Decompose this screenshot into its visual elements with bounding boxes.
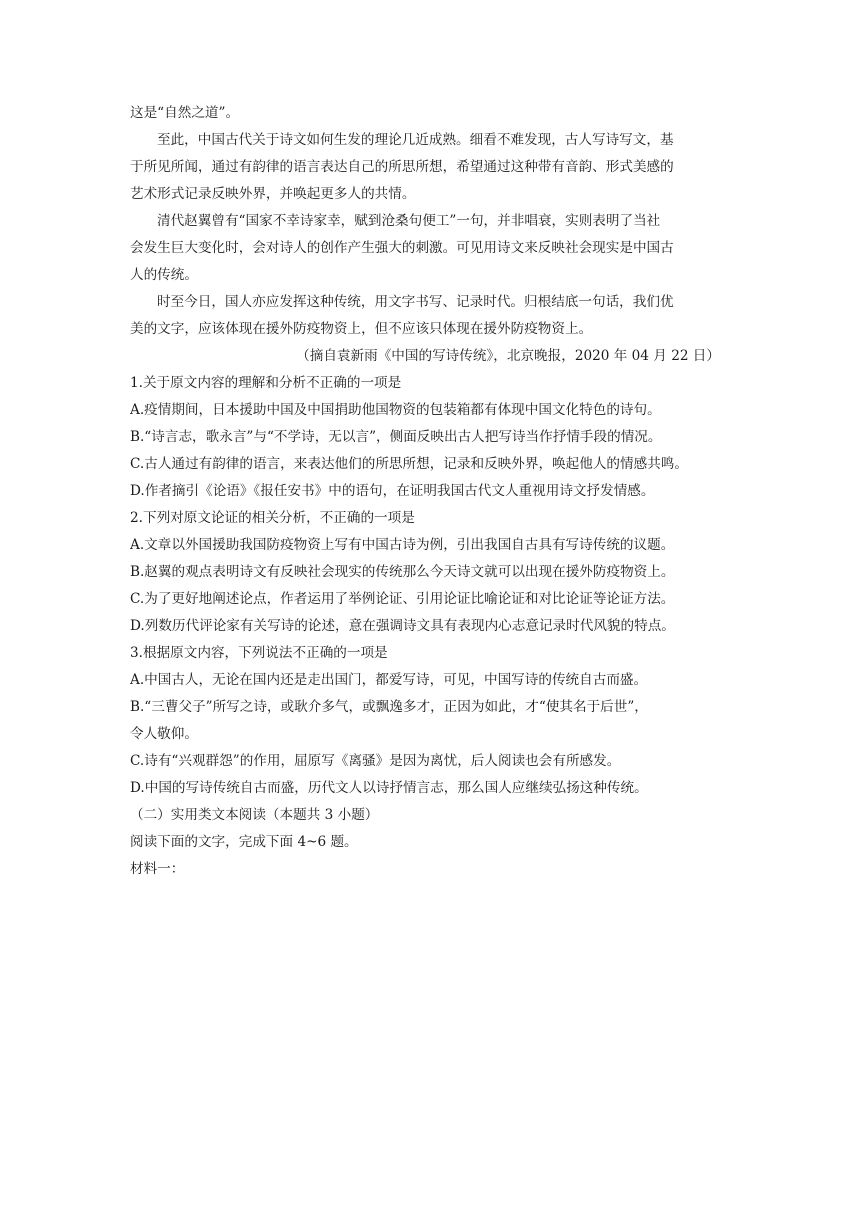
- passage-paragraph-3-line-1: 清代赵翼曾有“国家不幸诗家幸，赋到沧桑句便工”一句，并非唱衰，实则表明了当社: [157, 213, 661, 229]
- passage-paragraph-3-line-2: 会发生巨大变化时，会对诗人的创作产生强大的刺激。可见用诗文来反映社会现实是中国古: [130, 240, 674, 256]
- question-2-stem: 2.下列对原文论证的相关分析，不正确的一项是: [130, 510, 415, 526]
- question-2-option-d: D.列数历代评论家有关写诗的论述，意在强调诗文具有表现内心志意记录时代风貌的特点。: [130, 618, 675, 634]
- source-citation: （摘自袁新雨《中国的写诗传统》，北京晚报，2020 年 04 月 22 日）: [296, 348, 720, 364]
- question-3-stem: 3.根据原文内容，下列说法不正确的一项是: [130, 645, 388, 661]
- question-1-option-d: D.作者摘引《论语》《报任安书》中的语句，在证明我国古代文人重视用诗文抒发情感。: [130, 483, 655, 499]
- question-3-option-a: A.中国古人，无论在国内还是走出国门，都爱写诗，可见，中国写诗的传统自古而盛。: [130, 672, 648, 688]
- passage-paragraph-4-line-1: 时至今日，国人亦应发挥这种传统，用文字书写、记录时代。归根结底一句话，我们优: [157, 294, 674, 310]
- question-1-option-b: B.“诗言志，歌永言”与“不学诗，无以言”，侧面反映出古人把写诗当作抒情手段的情况。: [130, 429, 662, 445]
- passage-paragraph-2-line-3: 艺术形式记录反映外界，并唤起更多人的共情。: [130, 186, 416, 202]
- question-2-option-b: B.赵翼的观点表明诗文有反映社会现实的传统那么今天诗文就可以出现在援外防疫物资上。: [130, 564, 675, 580]
- document-page: [130, 100, 730, 883]
- question-3-option-b-continued: 令人敬仰。: [130, 726, 198, 742]
- passage-paragraph-1: 这是“自然之道”。: [130, 105, 240, 121]
- passage-paragraph-2-line-2: 于所见所闻，通过有韵律的语言表达自己的所思所想，希望通过这种带有音韵、形式美感的: [130, 159, 674, 175]
- question-3-option-c: C.诗有“兴观群怨”的作用，屈原写《离骚》是因为离忧，后人阅读也会有所感发。: [130, 753, 621, 769]
- material-1-label: 材料一：: [130, 861, 185, 877]
- section-2-heading: （二）实用类文本阅读（本题共 3 小题）: [130, 807, 379, 823]
- section-2-instruction: 阅读下面的文字，完成下面 4~6 题。: [130, 834, 358, 850]
- passage-paragraph-4-line-2: 美的文字，应该体现在援外防疫物资上，但不应该只体现在援外防疫物资上。: [130, 321, 593, 337]
- question-1-option-a: A.疫情期间，日本援助中国及中国捐助他国物资的包装箱都有体现中国文化特色的诗句。: [130, 402, 661, 418]
- passage-paragraph-3-line-3: 人的传统。: [130, 267, 198, 283]
- question-1-option-c: C.古人通过有韵律的语言，来表达他们的所思所想，记录和反映外界，唤起他人的情感共鸣。: [130, 456, 688, 472]
- question-3-option-d: D.中国的写诗传统自古而盛，历代文人以诗抒情言志，那么国人应继续弘扬这种传统。: [130, 780, 648, 796]
- question-1-stem: 1.关于原文内容的理解和分析不正确的一项是: [130, 375, 402, 391]
- question-3-option-b: B.“三曹父子”所写之诗，或耿介多气，或飘逸多才，正因为如此，才“使其名于后世”，: [130, 699, 648, 715]
- question-2-option-a: A.文章以外国援助我国防疫物资上写有中国古诗为例，引出我国自古具有写诗传统的议题。: [130, 537, 675, 553]
- question-2-option-c: C.为了更好地阐述论点，作者运用了举例论证、引用论证比喻论证和对比论证等论证方法。: [130, 591, 675, 607]
- passage-paragraph-2-line-1: 至此，中国古代关于诗文如何生发的理论几近成熟。细看不难发现，古人写诗写文，基: [157, 132, 674, 148]
